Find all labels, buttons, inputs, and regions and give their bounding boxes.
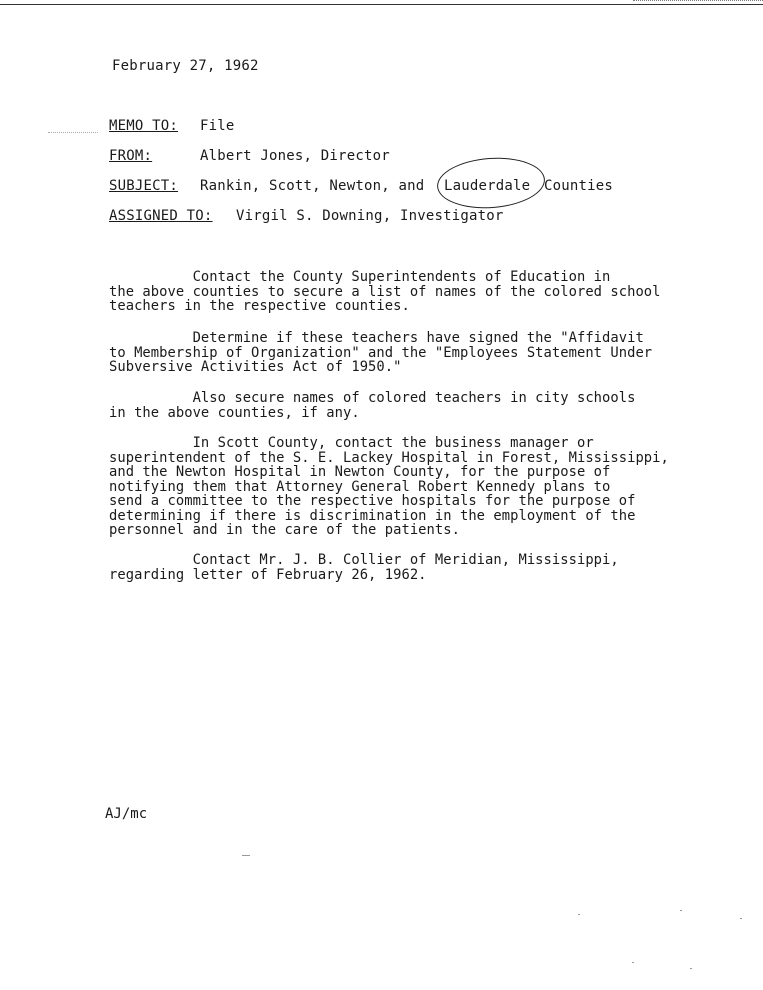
paragraph-1: Contact the County Superintendents of Education in the above counties to secure a list of names of the colored school teachers in the respective counties. xyxy=(109,269,661,314)
paragraph-5: Contact Mr. J. B. Collier of Meridian, Mississippi, regarding letter of February 26, 1962. xyxy=(109,552,619,583)
top-rule xyxy=(0,4,763,5)
subject-circled-county: Lauderdale xyxy=(444,178,531,194)
paragraph-3: Also secure names of colored teachers in city schools in the above counties, if any. xyxy=(109,390,636,421)
scan-artifact xyxy=(680,910,682,911)
from-label: FROM: xyxy=(109,148,153,164)
scan-artifact xyxy=(48,132,98,134)
assigned-value: Virgil S. Downing, Investigator xyxy=(236,208,504,224)
subject-label: SUBJECT: xyxy=(109,178,179,194)
from-value: Albert Jones, Director xyxy=(200,148,390,164)
typist-initials: AJ/mc xyxy=(105,806,148,822)
memo-to-label: MEMO TO: xyxy=(109,118,179,134)
subject-value-prefix: Rankin, Scott, Newton, and xyxy=(200,178,425,194)
scan-artifact xyxy=(242,855,250,856)
memo-date: February 27, 1962 xyxy=(112,58,259,74)
handwritten-circle-mark xyxy=(435,154,546,211)
paragraph-2: Determine if these teachers have signed the "Affidavit to Membership of Organization" and the "Employees Statement Under Subversive Activities Act of 1950." xyxy=(109,330,653,375)
scan-artifact xyxy=(740,918,742,919)
paragraph-4: In Scott County, contact the business manager or superintendent of the S. E. Lackey Hospital in Forest, Mississippi, and the Newton Hospital in Newton County, for the purpose of notifying them that Attorney General Robert Kennedy plans to send a committee to the respective hospitals for the purpose of determining if there is discrimination in the employment of the personnel and in the care of the patients. xyxy=(109,435,669,538)
memo-to-value: File xyxy=(200,118,235,134)
scan-artifact xyxy=(632,962,634,963)
scan-artifact xyxy=(690,968,692,969)
assigned-label: ASSIGNED TO: xyxy=(109,208,213,224)
scan-artifact xyxy=(578,914,580,915)
top-rule-faint xyxy=(633,0,763,1)
subject-value-suffix: Counties xyxy=(544,178,614,194)
